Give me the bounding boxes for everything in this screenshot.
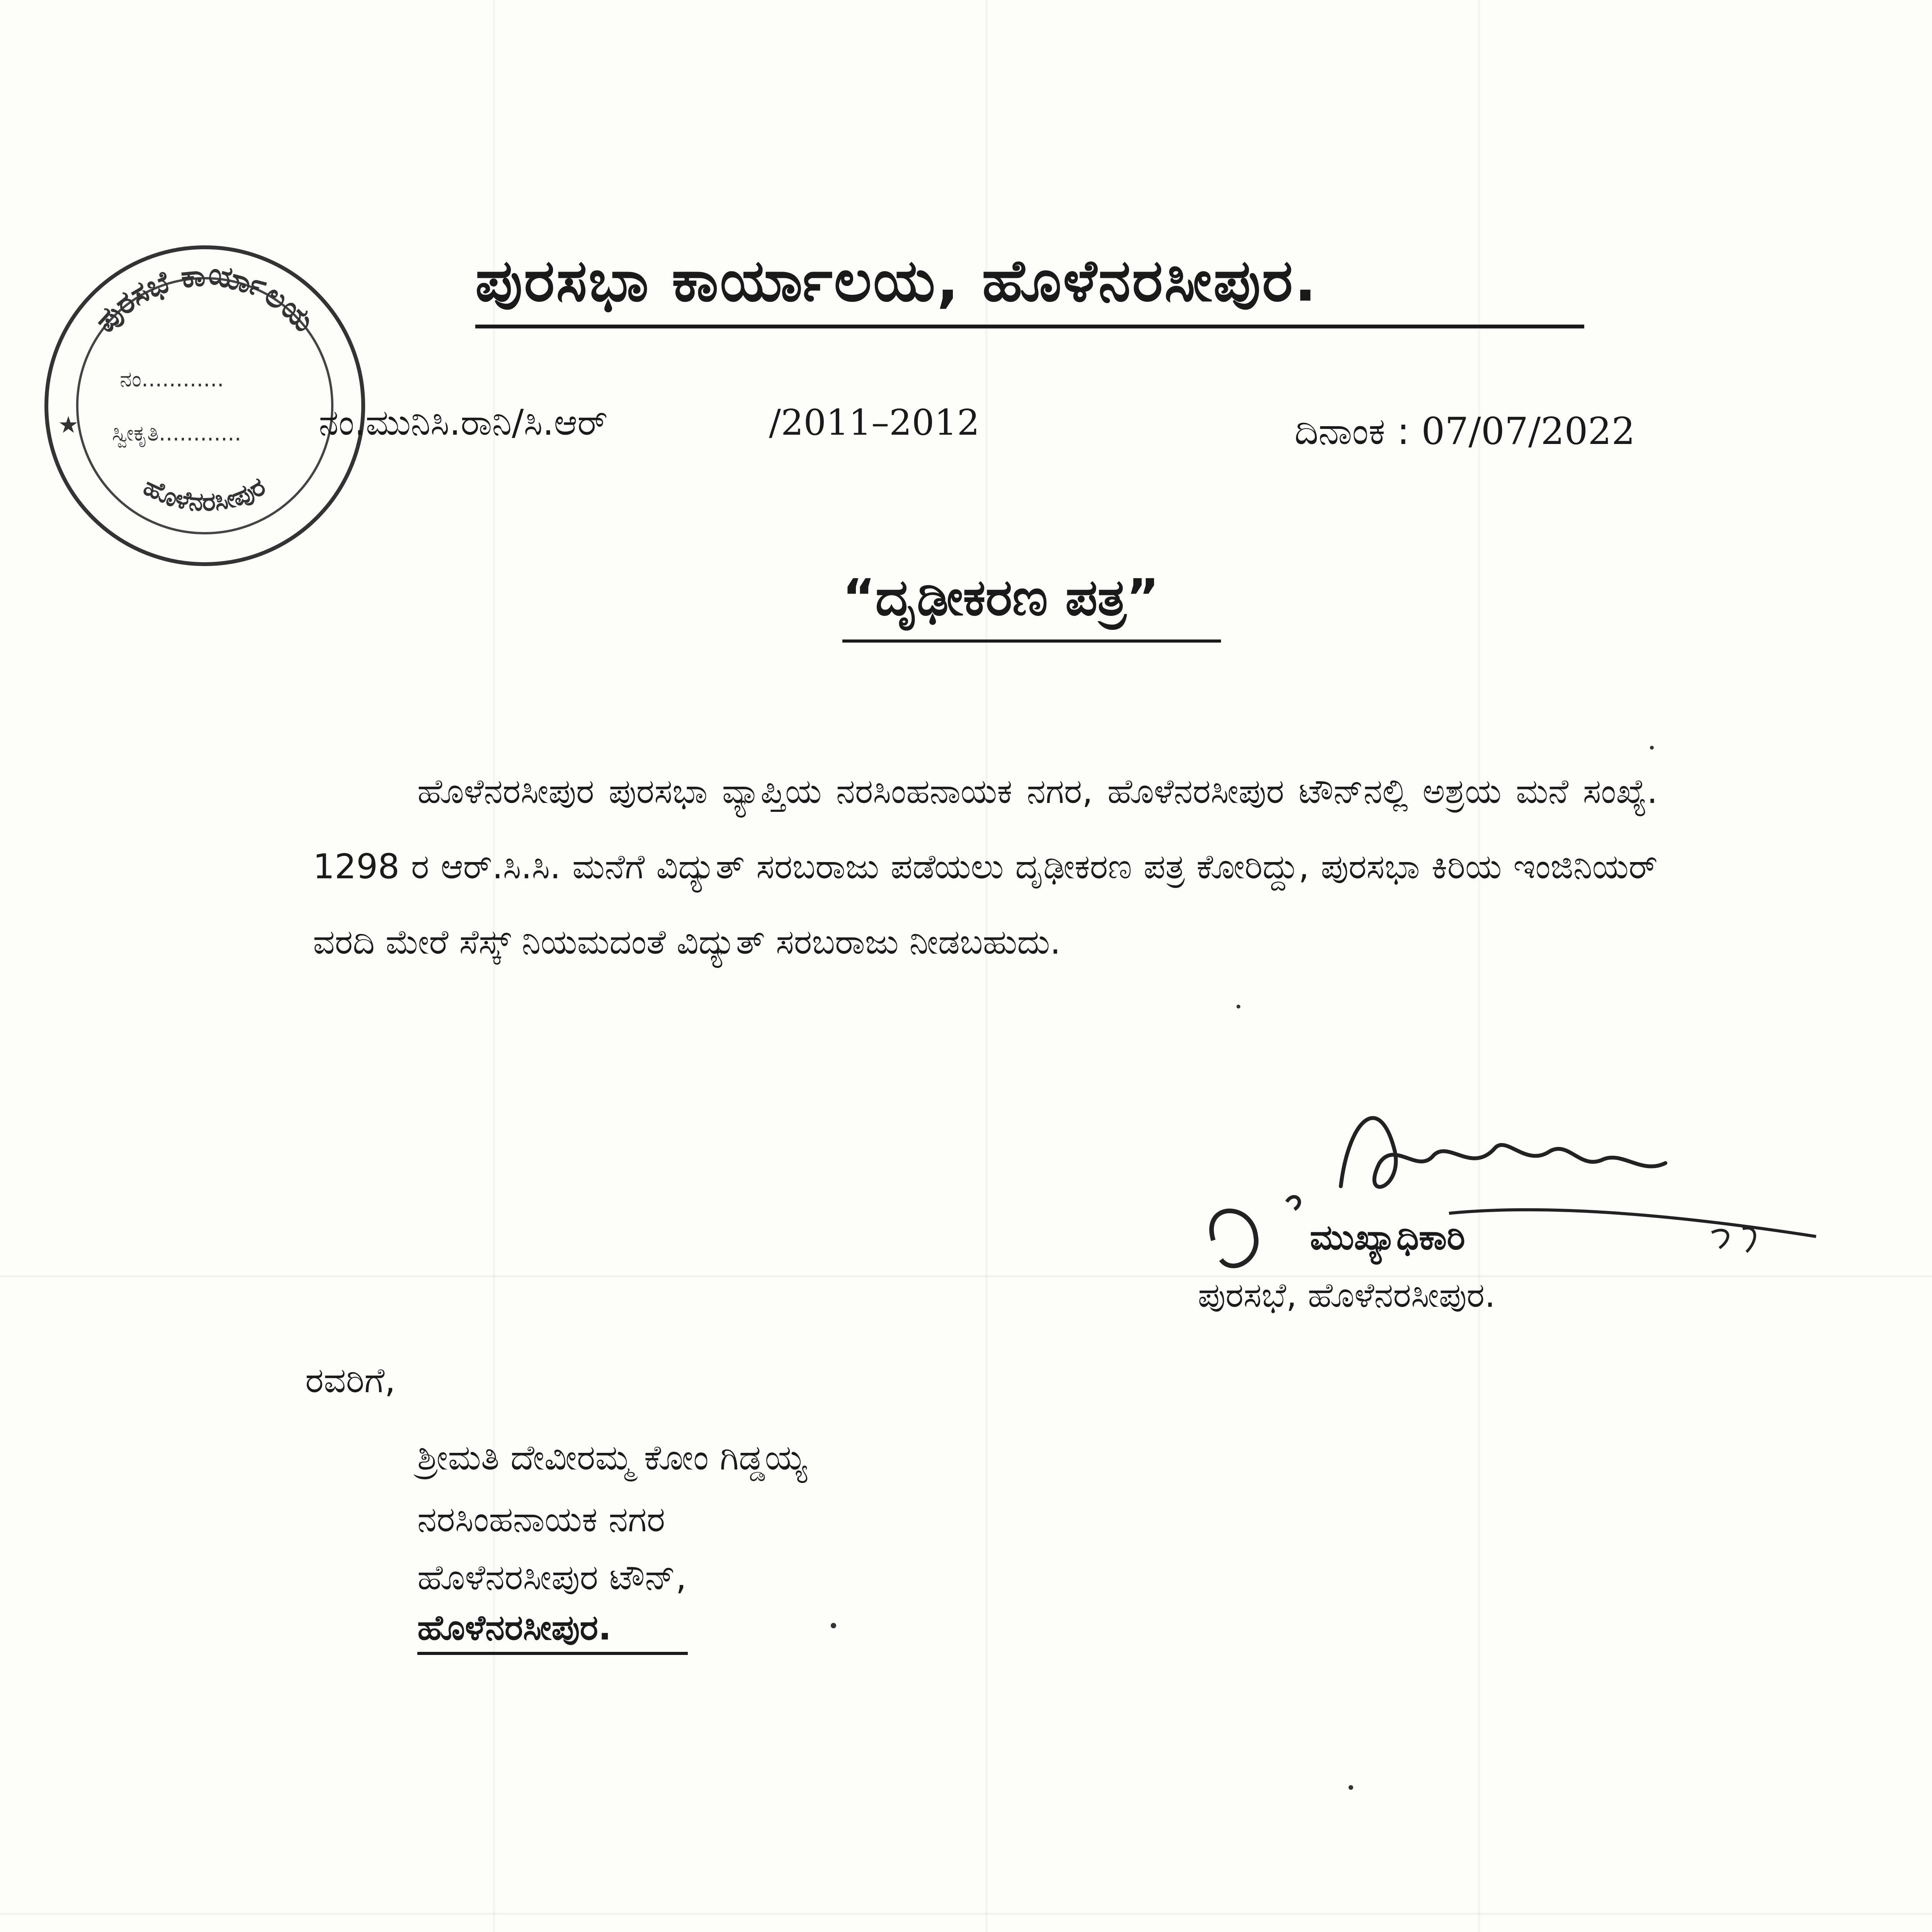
date-label: ದಿನಾಂಕ : bbox=[1294, 410, 1410, 453]
svg-text:ಹೊಳೆನರಸೀಪುರ bbox=[139, 471, 270, 517]
seal-field-number: ನಂ............ bbox=[120, 367, 224, 392]
title-underline bbox=[842, 639, 1221, 643]
fold-line bbox=[0, 1913, 1932, 1915]
speck bbox=[1236, 1005, 1240, 1009]
office-heading: ಪುರಸಭಾ ಕಾರ್ಯಾಲಯ, ಹೊಳೆನರಸೀಪುರ. bbox=[475, 247, 1318, 315]
recipient-address-line: ನರಸಿಂಹನಾಯಕ ನಗರ bbox=[417, 1499, 665, 1540]
speck bbox=[1349, 1785, 1353, 1790]
date-value: 07/07/2022 bbox=[1421, 410, 1635, 453]
recipient-salutation: ರವರಿಗೆ, bbox=[305, 1360, 396, 1401]
document-title: “ದೃಢೀಕರಣ ಪತ್ರ” bbox=[842, 568, 1160, 627]
star-icon: ★ bbox=[58, 412, 79, 439]
recipient-city: ಹೊಳೆನರಸೀಪುರ. bbox=[417, 1607, 612, 1648]
body-paragraph: ಹೊಳೆನರಸೀಪುರ ಪುರಸಭಾ ವ್ಯಾಪ್ತಿಯ ನರಸಿಂಹನಾಯಕ ನಗರ, ಹೊಳೆನರಸೀಪುರ ಟೌನ್‌ನಲ್ಲಿ ಅಶ್ರಯ ಮನೆ ಸಂಖ್ಯೆ. 1298 ರ ಆರ್.ಸಿ.ಸಿ. ಮನೆಗೆ ವಿದ್ಯುತ್ ಸರಬರಾಜು ಪಡೆಯಲು ದೃಢೀಕರಣ ಪತ್ರ ಕೋರಿದ್ದು, ಪುರಸಭಾ ಕಿರಿಯ ಇಂಜಿನಿಯರ್ ವರದಿ ಮೇರೆ ಸೆಸ್ಕ್ ನಿಯಮದಂತೆ ವಿದ್ಯುತ್ ಸರಬರಾಜು ನೀಡಬಹುದು. bbox=[313, 771, 1658, 962]
seal-field-received: ಸ್ವೀಕೃತಿ............ bbox=[112, 421, 242, 446]
reference-number: ನಂ.ಮುನಿಸಿ.ರಾನಿ/ಸಿ.ಆರ್ bbox=[319, 402, 608, 443]
seal-top-text: ಪುರಸಭೆ ಕಾರ್ಯಾಲಯ bbox=[88, 256, 321, 339]
signatory-designation: ಮುಖ್ಯಾಧಿಕಾರಿ bbox=[1310, 1217, 1465, 1258]
heading-underline bbox=[475, 325, 1584, 328]
speck bbox=[831, 1623, 836, 1628]
reference-year: /2011–2012 bbox=[769, 402, 980, 443]
recipient-name: ಶ್ರೀಮತಿ ದೇವೀರಮ್ಮ ಕೋಂ ಗಿಡ್ಡಯ್ಯ bbox=[417, 1437, 807, 1478]
speck bbox=[1650, 746, 1654, 750]
city-underline bbox=[417, 1652, 688, 1655]
seal-bottom-text: ಹೊಳೆನರಸೀಪುರ bbox=[139, 471, 271, 517]
recipient-address-line: ಹೊಳೆನರಸೀಪುರ ಟೌನ್, bbox=[417, 1557, 687, 1598]
signatory-office: ಪುರಸಭೆ, ಹೊಳೆನರಸೀಪುರ. bbox=[1198, 1275, 1496, 1315]
date-block bbox=[1294, 410, 1635, 454]
